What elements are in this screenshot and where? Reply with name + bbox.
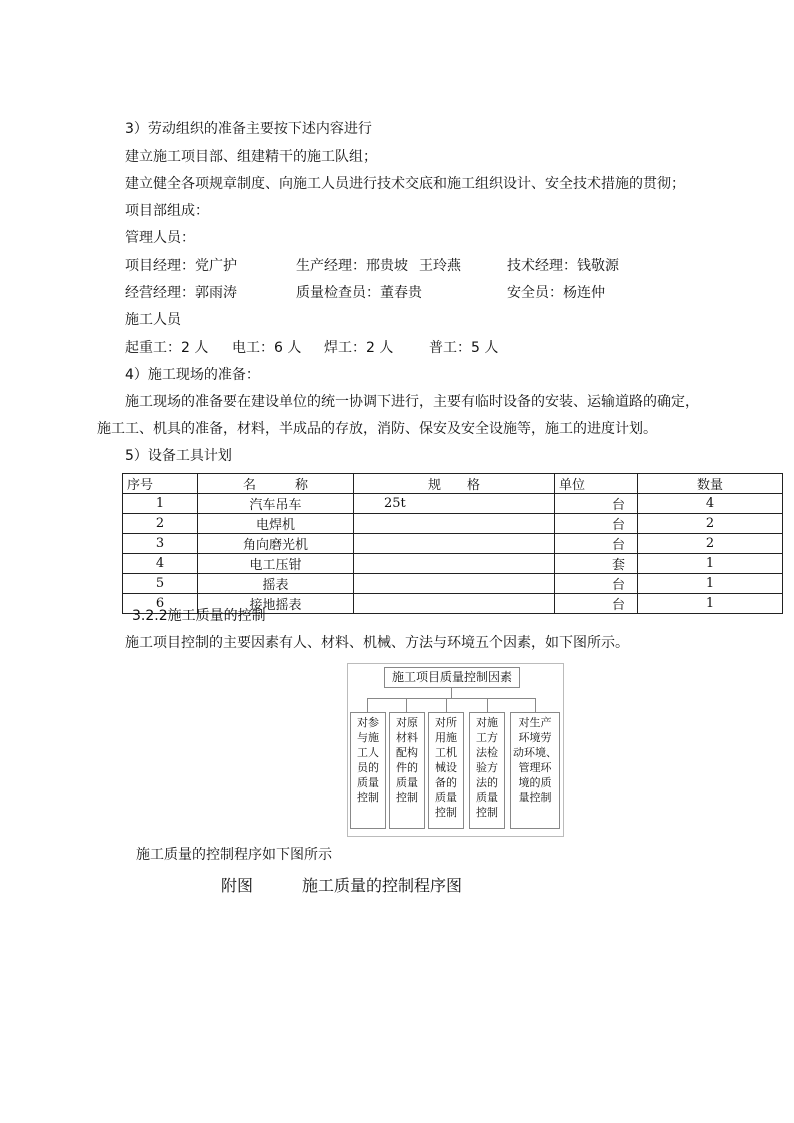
cell-no: 2 — [123, 514, 198, 534]
factor-box-machinery — [428, 712, 464, 829]
cell-name: 电焊机 — [198, 514, 354, 534]
cell-qty: 4 — [638, 494, 783, 514]
factor-text: 件的 — [396, 761, 418, 774]
factor-text: 与施 — [357, 731, 379, 744]
factor-text: 量控制 — [518, 791, 552, 804]
factor-text: 法的 — [476, 776, 498, 789]
factor-text: 控制 — [435, 806, 457, 819]
factor-text: 械设 — [435, 761, 457, 774]
factor-text: 动环境、 — [513, 746, 557, 759]
table-header-row — [123, 474, 783, 494]
mgmt-label: 管理人员： — [125, 230, 195, 246]
table-row — [123, 514, 783, 534]
equipment-table — [122, 473, 783, 614]
factor-text: 质量 — [476, 791, 498, 804]
equipment-heading: 5）设备工具计划 — [125, 448, 232, 464]
factor-text: 员的 — [357, 761, 379, 774]
factor-text: 配构 — [396, 746, 418, 759]
factor-text: 对参 — [357, 716, 379, 729]
cell-unit: 台 — [555, 594, 638, 614]
factor-text: 环境劳 — [518, 731, 552, 744]
factor-text: 管理环 — [518, 761, 552, 774]
connector-branch — [446, 698, 447, 712]
site-paragraph-1: 施工现场的准备要在建设单位的统一协调下进行，主要有临时设备的安装、运输道路的确定， — [125, 394, 699, 410]
cell-name: 汽车吊车 — [198, 494, 354, 514]
connector-branch — [535, 698, 536, 712]
cell-spec: 25t — [354, 494, 555, 514]
factor-box-environment — [510, 712, 560, 829]
factor-text: 质量 — [435, 791, 457, 804]
factor-box-methods — [469, 712, 505, 829]
factor-text: 控制 — [396, 791, 418, 804]
labor-line-2: 建立健全各项规章制度、向施工人员进行技术交底和施工组织设计、安全技术措施的贯彻； — [125, 176, 685, 192]
factor-text: 法检 — [476, 746, 498, 759]
cell-no: 4 — [123, 554, 198, 574]
factor-text: 对施 — [476, 716, 498, 729]
cell-unit: 台 — [555, 514, 638, 534]
cell-qty: 1 — [638, 594, 783, 614]
worker-welder: 焊工：2 人 — [324, 340, 394, 356]
production-manager-2: 王玲燕 — [419, 258, 461, 274]
factor-text: 工方 — [476, 731, 498, 744]
cell-no: 5 — [123, 574, 198, 594]
factor-text: 用施 — [435, 731, 457, 744]
factor-text: 控制 — [476, 806, 498, 819]
factor-text: 验方 — [476, 761, 498, 774]
factor-text: 备的 — [435, 776, 457, 789]
worker-electrician: 电工：6 人 — [232, 340, 302, 356]
procedure-note: 施工质量的控制程序如下图所示 — [136, 847, 332, 863]
header-no: 序号 — [123, 474, 198, 494]
factor-text: 材料 — [396, 731, 418, 744]
table-row — [123, 534, 783, 554]
factor-text: 工人 — [357, 746, 379, 759]
cell-qty: 1 — [638, 574, 783, 594]
quality-heading: 3.2.2施工质量的控制 — [132, 608, 266, 624]
factor-text: 控制 — [357, 791, 379, 804]
diagram-title-box: 施工项目质量控制因素 — [384, 667, 520, 688]
cell-spec — [354, 574, 555, 594]
labor-line-1: 建立施工项目部、组建精干的施工队组； — [125, 149, 377, 165]
cell-no: 1 — [123, 494, 198, 514]
site-paragraph-2: 施工工、机具的准备，材料，半成品的存放，消防、保安及安全设施等，施工的进度计划。 — [97, 421, 657, 437]
workers-label: 施工人员 — [125, 312, 181, 328]
figure-label: 附图 — [221, 876, 254, 895]
cell-qty: 1 — [638, 554, 783, 574]
factor-text: 质量 — [396, 776, 418, 789]
quality-inspector: 质量检查员：董春贵 — [296, 285, 422, 301]
connector-branch — [406, 698, 407, 712]
factor-text: 对原 — [396, 716, 418, 729]
quality-intro: 施工项目控制的主要因素有人、材料、机械、方法与环境五个因素，如下图所示。 — [125, 635, 629, 651]
factor-text: 质量 — [357, 776, 379, 789]
cell-unit: 台 — [555, 494, 638, 514]
worker-general: 普工：5 人 — [429, 340, 499, 356]
header-qty: 数量 — [638, 474, 783, 494]
technical-manager: 技术经理：钱敬源 — [507, 258, 619, 274]
table-row — [123, 554, 783, 574]
header-unit: 单位 — [555, 474, 638, 494]
quality-factors-diagram — [347, 663, 564, 837]
cell-name: 电工压钳 — [198, 554, 354, 574]
cell-name: 接地摇表 — [198, 594, 354, 614]
cell-qty: 2 — [638, 534, 783, 554]
cell-spec — [354, 594, 555, 614]
factor-text: 对所 — [435, 716, 457, 729]
cell-unit: 台 — [555, 534, 638, 554]
cell-name: 角向磨光机 — [198, 534, 354, 554]
factor-box-materials — [389, 712, 425, 829]
factor-text: 境的质 — [518, 776, 552, 789]
cell-no: 3 — [123, 534, 198, 554]
cell-unit: 套 — [555, 554, 638, 574]
connector-branch — [367, 698, 368, 712]
site-heading: 4）施工现场的准备： — [125, 367, 260, 383]
labor-heading: 3）劳动组织的准备主要按下述内容进行 — [125, 121, 372, 137]
cell-spec — [354, 554, 555, 574]
cell-no: 6 — [123, 594, 198, 614]
connector-trunk — [451, 688, 452, 698]
cell-spec — [354, 514, 555, 534]
factor-text: 对生产 — [518, 716, 552, 729]
safety-officer: 安全员：杨连仲 — [507, 285, 605, 301]
connector-bar — [367, 698, 535, 699]
table-row — [123, 574, 783, 594]
cell-name: 摇表 — [198, 574, 354, 594]
factor-text: 工机 — [435, 746, 457, 759]
table-row — [123, 494, 783, 514]
production-manager: 生产经理：邢贵坡 — [296, 258, 408, 274]
business-manager: 经营经理：郭雨涛 — [125, 285, 237, 301]
header-spec: 规 格 — [354, 474, 555, 494]
worker-rigger: 起重工：2 人 — [125, 340, 209, 356]
figure-title: 施工质量的控制程序图 — [302, 876, 463, 895]
dept-label: 项目部组成： — [125, 203, 209, 219]
cell-spec — [354, 534, 555, 554]
header-name: 名 称 — [198, 474, 354, 494]
factor-box-people — [350, 712, 386, 829]
connector-branch — [487, 698, 488, 712]
cell-unit: 台 — [555, 574, 638, 594]
project-manager: 项目经理：党广护 — [125, 258, 237, 274]
cell-qty: 2 — [638, 514, 783, 534]
